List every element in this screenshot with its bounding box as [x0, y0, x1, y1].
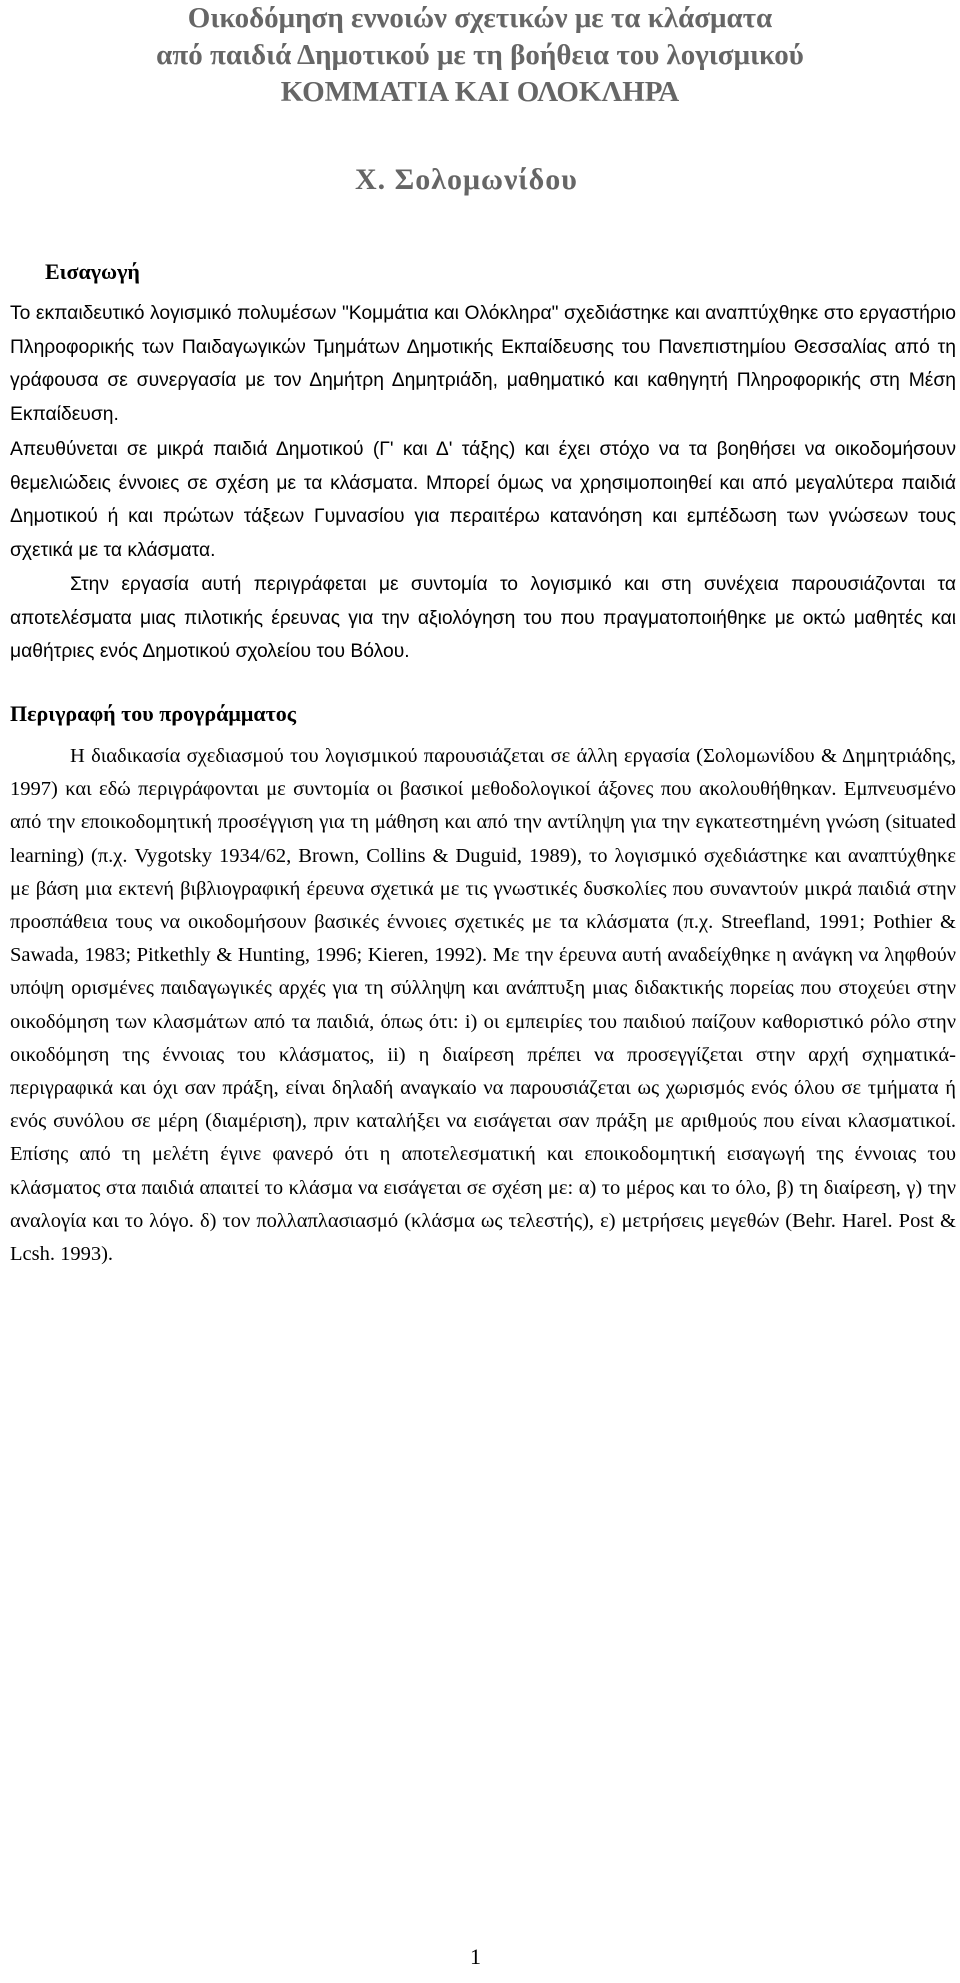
title-line-1: Οικοδόμηση εννοιών σχετικών με τα κλάσματα — [187, 2, 773, 34]
page-number: 1 — [470, 1944, 481, 1969]
title-line-3: ΚΟΜΜΑΤΙΑ ΚΑΙ ΟΛΟΚΛΗΡΑ — [280, 76, 680, 108]
intro-paragraph-2: Απευθύνεται σε μικρά παιδιά Δημοτικού (Γ' και Δ' τάξης) και έχει στόχο να τα βοηθήσει να οικοδομήσουν θεμελιώδεις έννοιες σε σχέση με τα κλάσματα. Μπορεί όμως να χρησιμοποιηθεί και από μεγαλύτερα παιδιά Δημοτικού ή και πρώτων τάξεων Γυμνασίου για περαιτέρω κατανόηση και εμπέδωση των γνώσεων τους σχετικά με τα κλάσματα. — [10, 439, 956, 561]
intro-heading: Εισαγωγή — [45, 259, 140, 284]
description-heading: Περιγραφή του προγράμματος — [10, 701, 297, 726]
intro-paragraph-3: Στην εργασία αυτή περιγράφεται με συντομία το λογισμικό και στη συνέχεια παρουσιάζονται τα αποτελέσματα μιας πιλοτικής έρευνας για την αξιολόγηση του που πραγματοποιήθηκε με οκτώ μαθητές και μαθήτριες ενός Δημοτικού σχολείου του Βόλου. — [10, 574, 956, 663]
author-name: Χ. Σολομωνίδου — [355, 163, 578, 196]
description-paragraph: Η διαδικασία σχεδιασμού του λογισμικού παρουσιάζεται σε άλλη εργασία (Σολομωνίδου & Δημητριάδης, 1997) και εδώ περιγράφονται με συντομία οι βασικοί μεθοδολογικοί άξονες που ακολουθήθηκαν. Εμπνευσμένο από την εποικοδομητική προσέγγιση για τη μάθηση και από την αντίληψη για την εγκατεστημένη γνώση (situated learning) (π.χ. Vygotsky 1934/62, Brown, Collins & Duguid, 1989), το λογισμικό σχεδιάστηκε και αναπτύχθηκε με βάση μια εκτενή βιβλιογραφική έρευνα σχετικά με τις γνωστικές δυσκολίες που συναντούν μικρά παιδιά στην προσπάθεια τους να οικοδομήσουν βασικές έννοιες σχετικές με τα κλάσματα (π.χ. Streefland, 1991; Pothier & Sawada, 1983; Pitkethly & Hunting, 1996; Kieren, 1992). Με την έρευνα αυτή αναδείχθηκε η ανάγκη να ληφθούν υπόψη ορισμένες παιδαγωγικές αρχές για τη σύλληψη και ανάπτυξη μιας διδακτικής πορείας που στοχεύει στην οικοδόμηση των κλασμάτων από τα παιδιά, όπως ότι: i) οι εμπειρίες του παιδιού παίζουν καθοριστικό ρόλο στην οικοδόμηση της έννοιας του κλάσματος, ii) η διαίρεση πρέπει να προσεγγίζεται στην αρχή σχηματικά-περιγραφικά και όχι σαν πράξη, είναι δηλαδή αναγκαίο να παρουσιάζεται ως χωρισμός ενός όλου σε τμήματα ή ενός συνόλου σε μέρη (διαμέριση), πριν καταλήξει να εισάγεται σαν πράξη με αριθμούς που είναι κλασματικοί. Επίσης από τη μελέτη έγινε φανερό ότι η αποτελεσματική και εποικοδομητική εισαγωγή της έννοιας του κλάσματος στα παιδιά απαιτεί το κλάσμα να εισάγεται σε σχέση με: α) το μέρος και το όλο, β) τη διαίρεση, γ) την αναλογία και το λόγο. δ) τον πολλαπλασιασμό (κλάσμα ως τελεστής), ε) μετρήσεις μεγεθών (Behr. Harel. Post & Lcsh. 1993). — [10, 745, 956, 1266]
document-title — [0, 0, 960, 111]
intro-paragraph-1: Το εκπαιδευτικό λογισμικό πολυμέσων "Κομμάτια και Ολόκληρα" σχεδιάστηκε και αναπτύχθηκε στο εργαστήριο Πληροφορικής των Παιδαγωγικών Τμημάτων Δημοτικής Εκπαίδευσης του Πανεπιστημίου Θεσσαλίας από τη γράφουσα σε συνεργασία με τον Δημήτρη Δημητριάδη, μαθηματικό και καθηγητή Πληροφορικής στη Μέση Εκπαίδευση. — [10, 303, 956, 425]
title-line-2: από παιδιά Δημοτικού με τη βοήθεια του λογισμικού — [156, 39, 804, 71]
